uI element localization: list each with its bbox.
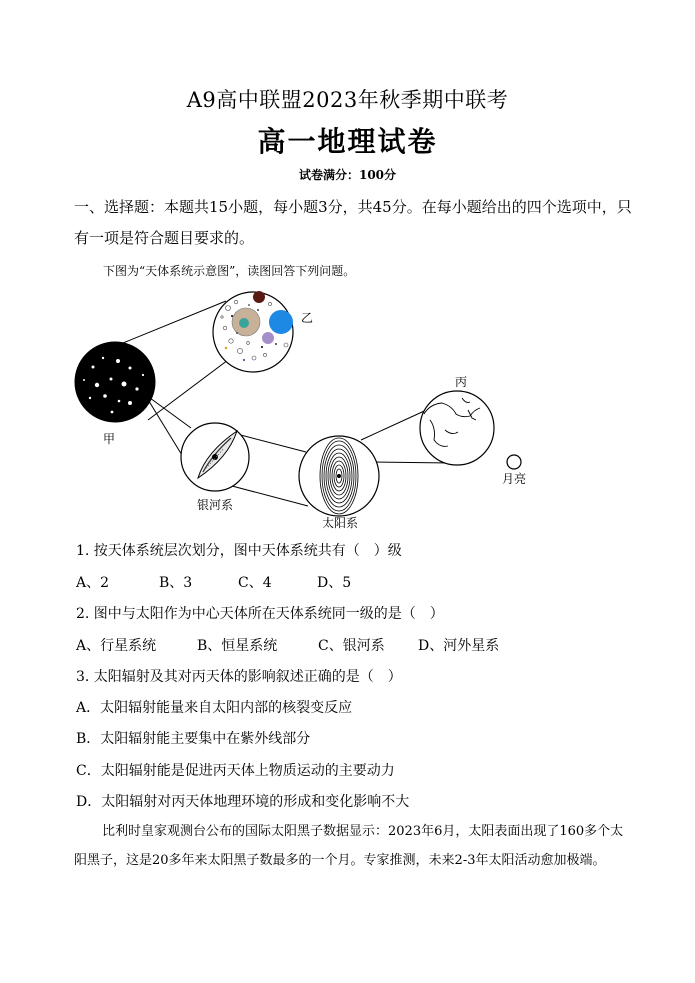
earth-circle — [420, 391, 494, 465]
question-1-options — [76, 572, 351, 592]
section-instruction: 一、选择题：本题共15小题，每小题3分，共45分。在每小题给出的四个选项中，只有一项是符合题目要求的。 — [74, 198, 632, 247]
purple-planet — [262, 332, 274, 344]
option[interactable]: B、恒星系统 — [197, 638, 278, 654]
sun-dot — [337, 474, 341, 478]
nebula-core — [239, 318, 249, 328]
celestial-system-diagram — [60, 282, 540, 534]
blue-planet — [269, 310, 293, 334]
option[interactable]: D、5 — [317, 575, 352, 591]
question-3-stem: 3. 太阳辐射及其对丙天体的影响叙述正确的是（ ） — [76, 669, 402, 685]
option[interactable]: A、2 — [76, 575, 110, 591]
label-moon: 月亮 — [502, 472, 527, 486]
option[interactable]: D．太阳辐射对丙天体地理环境的形成和变化影响不大 — [76, 794, 410, 810]
option[interactable]: A、行星系统 — [76, 638, 157, 654]
question-1-stem: 1. 按天体系统层次划分，图中天体系统共有（ ）级 — [76, 543, 402, 559]
label-jia: 甲 — [103, 432, 116, 446]
option[interactable]: C．太阳辐射能是促进丙天体上物质运动的主要动力 — [76, 763, 395, 779]
option[interactable]: B、3 — [159, 575, 193, 591]
dark-planet — [253, 291, 265, 303]
subject-title: 高一地理试卷 — [257, 125, 438, 158]
exam-title: A9高中联盟2023年秋季期中联考 — [186, 88, 509, 112]
option[interactable]: D、河外星系 — [418, 638, 500, 654]
question-2-stem: 2. 图中与太阳作为中心天体所在天体系统同一级的是（ ） — [76, 606, 444, 622]
universe-circle — [75, 342, 155, 422]
option[interactable]: A．太阳辐射能量来自太阳内部的核裂变反应 — [76, 700, 353, 716]
score-note: 试卷满分：100分 — [298, 168, 397, 182]
reading-passage: 比利时皇家观测台公布的国际太阳黑子数据显示：2023年6月，太阳表面出现了160多个太阳黑子，这是20多年来太阳黑子数最多的一个月。专家推测，未来2-3年太阳活动愈加极端。 — [74, 824, 624, 868]
label-solar-system: 太阳系 — [322, 516, 359, 530]
option[interactable]: C、银河系 — [318, 638, 385, 654]
moon-circle — [507, 455, 521, 469]
option[interactable]: B．太阳辐射能主要集中在紫外线部分 — [76, 731, 311, 747]
label-bing: 丙 — [455, 375, 468, 389]
label-galaxy: 银河系 — [197, 498, 234, 512]
option[interactable]: C、4 — [238, 575, 272, 591]
figure-note: 下图为“天体系统示意图”，读图回答下列问题。 — [103, 264, 356, 278]
label-yi: 乙 — [301, 311, 314, 325]
question-2-options — [76, 635, 499, 655]
